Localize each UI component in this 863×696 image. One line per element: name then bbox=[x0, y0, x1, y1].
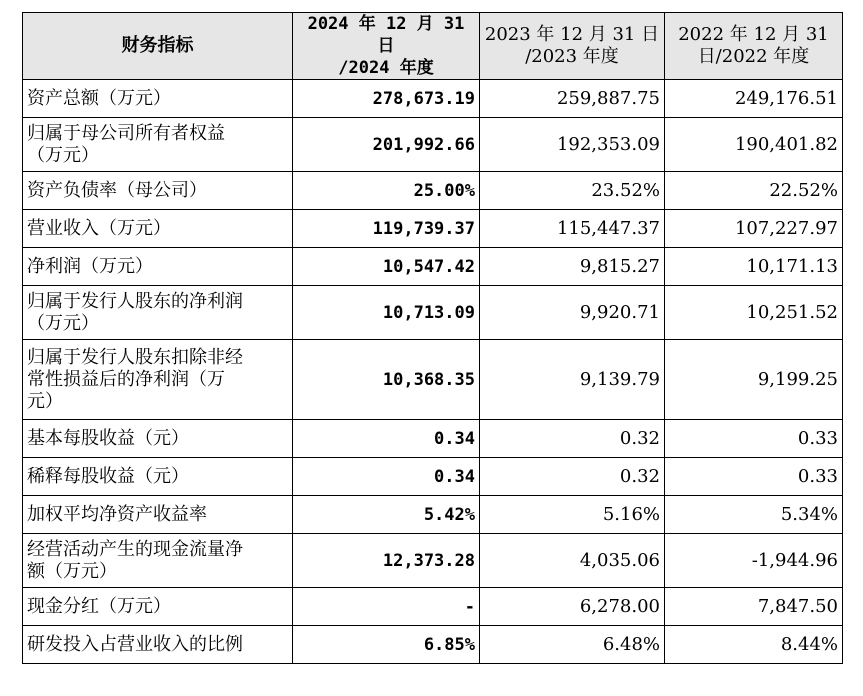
table-row bbox=[23, 118, 843, 172]
indicator-label-line: 现金分红（万元） bbox=[27, 595, 171, 617]
value-2024-cell: 10,547.42 bbox=[293, 248, 480, 286]
indicator-label-line: 元） bbox=[27, 390, 63, 412]
value-2023-cell: 259,887.75 bbox=[480, 80, 665, 118]
header-2024-line2: /2024 年度 bbox=[338, 58, 434, 78]
table-row bbox=[23, 534, 843, 588]
indicator-cell bbox=[23, 172, 293, 210]
value-2024-cell: - bbox=[293, 588, 480, 626]
value-2022-cell: 0.33 bbox=[665, 420, 843, 458]
indicator-label-line: 归属于发行人股东扣除非经 bbox=[27, 346, 243, 368]
indicator-cell bbox=[23, 626, 293, 664]
header-2023-line1: 2023 年 12 月 31 日 bbox=[484, 24, 660, 45]
indicator-label-line: 资产总额（万元） bbox=[27, 87, 171, 109]
table-row bbox=[23, 286, 843, 340]
indicator-label-line: 经营活动产生的现金流量净 bbox=[27, 538, 243, 560]
table-row bbox=[23, 420, 843, 458]
financial-indicators-table bbox=[22, 12, 843, 664]
value-2022-cell: 107,227.97 bbox=[665, 210, 843, 248]
indicator-label-line: 基本每股收益（元） bbox=[27, 427, 189, 449]
header-2023-line2: /2023 年度 bbox=[525, 46, 619, 67]
value-2023-cell: 9,815.27 bbox=[480, 248, 665, 286]
table-row bbox=[23, 248, 843, 286]
table-row bbox=[23, 80, 843, 118]
value-2023-cell: 9,139.79 bbox=[480, 340, 665, 420]
indicator-cell bbox=[23, 248, 293, 286]
indicator-cell bbox=[23, 534, 293, 588]
value-2023-cell: 192,353.09 bbox=[480, 118, 665, 172]
indicator-label-line: 加权平均净资产收益率 bbox=[27, 503, 207, 525]
indicator-label-line: 资产负债率（母公司） bbox=[27, 179, 207, 201]
value-2023-cell: 6.48% bbox=[480, 626, 665, 664]
value-2022-cell: 249,176.51 bbox=[665, 80, 843, 118]
indicator-cell bbox=[23, 80, 293, 118]
indicator-label-line: 归属于母公司所有者权益 bbox=[27, 122, 225, 144]
value-2023-cell: 115,447.37 bbox=[480, 210, 665, 248]
value-2024-cell: 201,992.66 bbox=[293, 118, 480, 172]
value-2023-cell: 0.32 bbox=[480, 420, 665, 458]
indicator-cell bbox=[23, 496, 293, 534]
indicator-label-line: 稀释每股收益（元） bbox=[27, 465, 189, 487]
value-2022-cell: -1,944.96 bbox=[665, 534, 843, 588]
value-2022-cell: 5.34% bbox=[665, 496, 843, 534]
indicator-cell bbox=[23, 458, 293, 496]
table-row bbox=[23, 626, 843, 664]
indicator-label-line: 归属于发行人股东的净利润 bbox=[27, 290, 243, 312]
header-indicator bbox=[23, 13, 293, 80]
header-indicator-label: 财务指标 bbox=[121, 35, 194, 56]
header-2024-line1: 2024 年 12 月 31 日 bbox=[307, 14, 465, 56]
indicator-cell bbox=[23, 420, 293, 458]
header-2024 bbox=[293, 13, 480, 80]
table-row bbox=[23, 210, 843, 248]
value-2022-cell: 10,171.13 bbox=[665, 248, 843, 286]
table-row bbox=[23, 458, 843, 496]
value-2022-cell: 10,251.52 bbox=[665, 286, 843, 340]
header-2022-line1: 2022 年 12 月 31 bbox=[678, 24, 829, 45]
value-2022-cell: 7,847.50 bbox=[665, 588, 843, 626]
indicator-cell bbox=[23, 118, 293, 172]
value-2022-cell: 0.33 bbox=[665, 458, 843, 496]
value-2022-cell: 8.44% bbox=[665, 626, 843, 664]
indicator-label-line: 营业收入（万元） bbox=[27, 217, 171, 239]
value-2023-cell: 5.16% bbox=[480, 496, 665, 534]
indicator-cell bbox=[23, 286, 293, 340]
value-2024-cell: 0.34 bbox=[293, 420, 480, 458]
value-2023-cell: 23.52% bbox=[480, 172, 665, 210]
header-row bbox=[23, 13, 843, 80]
value-2024-cell: 119,739.37 bbox=[293, 210, 480, 248]
value-2024-cell: 12,373.28 bbox=[293, 534, 480, 588]
value-2023-cell: 0.32 bbox=[480, 458, 665, 496]
value-2023-cell: 6,278.00 bbox=[480, 588, 665, 626]
table-row bbox=[23, 588, 843, 626]
indicator-label-line: 额（万元） bbox=[27, 560, 117, 582]
value-2022-cell: 190,401.82 bbox=[665, 118, 843, 172]
value-2023-cell: 9,920.71 bbox=[480, 286, 665, 340]
indicator-label-line: 净利润（万元） bbox=[27, 255, 153, 277]
value-2024-cell: 0.34 bbox=[293, 458, 480, 496]
value-2024-cell: 10,713.09 bbox=[293, 286, 480, 340]
header-2022 bbox=[665, 13, 843, 80]
table-row bbox=[23, 340, 843, 420]
value-2022-cell: 22.52% bbox=[665, 172, 843, 210]
value-2024-cell: 278,673.19 bbox=[293, 80, 480, 118]
header-2022-line2: 日/2022 年度 bbox=[697, 46, 810, 67]
indicator-label-line: 研发投入占营业收入的比例 bbox=[27, 633, 243, 655]
value-2024-cell: 25.00% bbox=[293, 172, 480, 210]
indicator-cell bbox=[23, 340, 293, 420]
value-2024-cell: 10,368.35 bbox=[293, 340, 480, 420]
header-2023 bbox=[480, 13, 665, 80]
indicator-label-line: 常性损益后的净利润（万 bbox=[27, 368, 225, 390]
indicator-cell bbox=[23, 588, 293, 626]
indicator-cell bbox=[23, 210, 293, 248]
value-2024-cell: 6.85% bbox=[293, 626, 480, 664]
table-row bbox=[23, 172, 843, 210]
value-2023-cell: 4,035.06 bbox=[480, 534, 665, 588]
indicator-label-line: （万元） bbox=[27, 312, 99, 334]
table-row bbox=[23, 496, 843, 534]
value-2022-cell: 9,199.25 bbox=[665, 340, 843, 420]
indicator-label-line: （万元） bbox=[27, 144, 99, 166]
value-2024-cell: 5.42% bbox=[293, 496, 480, 534]
